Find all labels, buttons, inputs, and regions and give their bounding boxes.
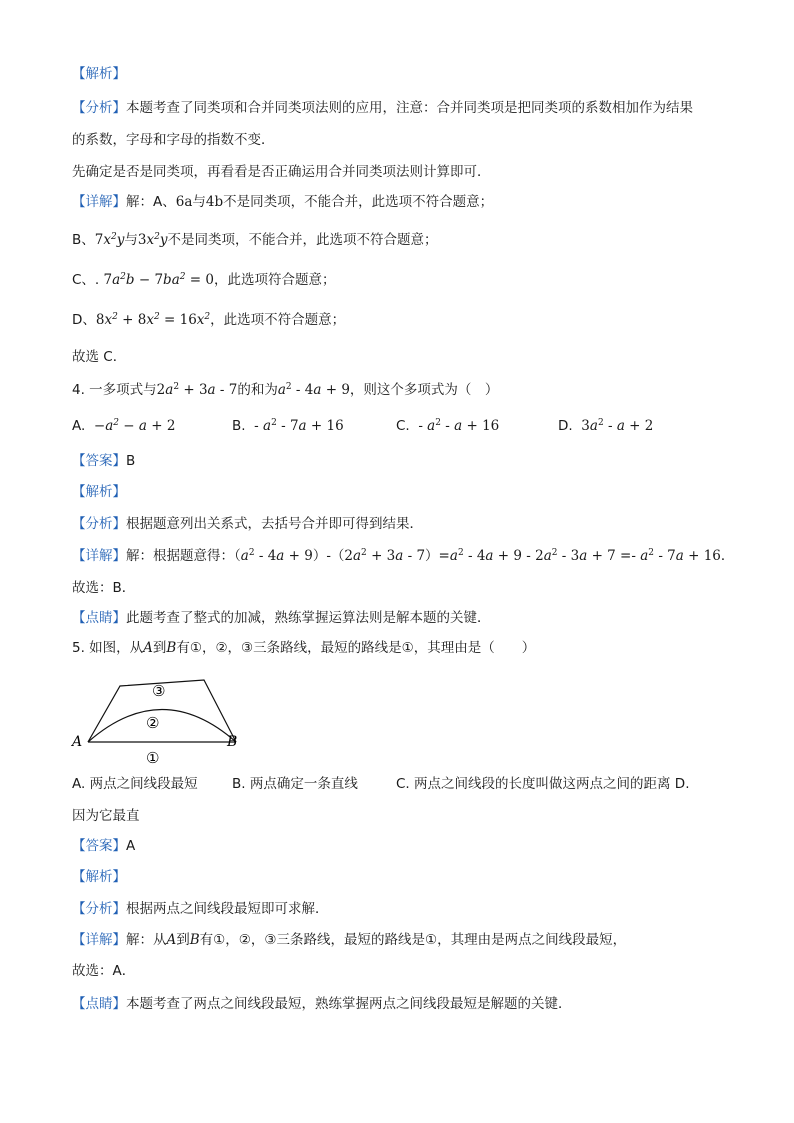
guxuan-text: 故选：B． [72,580,136,596]
analysis-heading [72,64,734,84]
q5-option-d-text: 因为它最直 [72,808,140,824]
route-2-path [88,710,236,743]
detail-option-d [72,310,734,330]
xiangjie-prefix: 解：根据题意得： [126,548,234,564]
answer-tag: 【答案】 [72,453,126,469]
route-3-label: ③ [152,682,166,700]
jiexi-tag: 【解析】 [72,66,126,82]
fenxi-tag: 【分析】 [72,516,126,532]
point-a: A [143,640,153,656]
dianjing-text: 此题考查了整式的加减，熟练掌握运算法则是解本题的关键． [126,610,491,626]
q4-stem-mid: 的和为 [237,382,278,398]
route-figure [66,672,246,772]
q4-option-c: C. - $a^2 - a + 16$ [396,418,500,434]
q5-option-d [72,806,734,826]
math-expression: $8x^2 + 8x^2 = 16x^2$ [95,312,211,328]
route-1-label: ① [146,749,160,767]
answer-value: B [126,453,136,469]
detail-c-prefix: C、. [72,272,100,288]
q4-xiangjie [72,546,734,566]
math-expression: $2a^2 + 3a - 7$ [156,382,238,398]
detail-b-prefix: B、 [72,232,95,248]
q4-stem-suffix: ，则这个多项式为（ ） [349,382,499,398]
detail-d-prefix: D、 [72,312,96,328]
detail-option-b [72,230,734,250]
detail-c-suffix: ，此选项符合题意； [213,272,336,288]
fenxi-text: 根据两点之间线段最短即可求解． [126,901,329,917]
fenxi-tag: 【分析】 [72,901,126,917]
q5-option-b: B. 两点确定一条直线 [232,776,358,792]
q4-conclusion [72,578,734,598]
choice-conclusion [72,347,734,367]
detail-d-suffix: ，此选项不符合题意； [210,312,346,328]
xiangjie-tag: 【详解】 [72,932,126,948]
q4-stem-prefix: 4. 一多项式与 [72,382,157,398]
analysis-paragraph [72,98,734,118]
detail-option-c [72,270,734,290]
q5-answer [72,836,734,856]
dianjing-tag: 【点睛】 [72,610,126,626]
q5-fenxi [72,899,734,919]
q5-dianjing [72,994,734,1014]
q5-xiangjie: 【详解】解：从A到B有①，②，③三条路线，最短的路线是①，其理由是两点之间线段最短， [72,932,627,948]
xiangjie-tag: 【详解】 [72,194,126,210]
q4-dianjing [72,608,734,628]
math-expression: $a^2 - 4a + 9$ [277,382,350,398]
detail-option-a [72,192,734,212]
figure-label-a: A [72,734,83,750]
math-expression: $7a^2b - 7ba^2 = 0$ [103,272,214,288]
math-term: 4b [205,194,224,210]
xiangjie-tag: 【详解】 [72,548,126,564]
answer-tag: 【答案】 [72,838,126,854]
figure-label-b: B [227,734,238,750]
math-expression: $3x^2y$ [137,232,168,248]
jiexi-tag: 【解析】 [72,869,126,885]
math-term: 6a [175,194,193,210]
math-expression: $7x^2y$ [94,232,125,248]
q5-option-c: C. 两点之间线段的长度叫做这两点之间的距离 D. [396,776,690,792]
q5-conclusion [72,961,734,981]
point-b: B [166,640,177,656]
q4-analysis-heading [72,482,734,502]
q4-fenxi [72,514,734,534]
guxuan-text: 故选：A． [72,963,136,979]
q5-option-a: A. 两点之间线段最短 [72,776,198,792]
detail-a-mid: 与 [192,194,206,210]
fenxi-method: 先确定是否是同类项，再看看是否正确运用合并同类项法则计算即可． [72,164,491,180]
fenxi-text: 本题考查了同类项和合并同类项法则的应用，注意：合并同类项是把同类项的系数相加作为结果 [126,100,693,116]
fenxi-text-cont: 的系数，字母和字母的指数不变． [72,132,275,148]
analysis-paragraph-cont [72,130,734,150]
detail-b-suffix: 不是同类项，不能合并，此选项不符合题意； [167,232,438,248]
analysis-method [72,162,734,182]
question-5-stem: 5. 如图，从A到B有①，②，③三条路线，最短的路线是①，其理由是（ ） [72,640,536,656]
dianjing-text: 本题考查了两点之间线段最短，熟练掌握两点之间线段最短是解题的关键． [126,996,572,1012]
detail-b-mid: 与 [124,232,138,248]
detail-a-prefix: 解：A、 [126,194,176,210]
q5-analysis-heading [72,867,734,887]
math-expression: $(a^2 - 4a + 9)-(2a^2 + 3a - 7)=a^2 - 4a + 9 - 2a^2 - 3a + 7 =- a^2 - 7a + 16$． [234,548,735,564]
guxuan-text: 故选 C． [72,349,127,365]
route-2-label: ② [146,714,160,732]
q4-answer [72,451,734,471]
fenxi-text: 根据题意列出关系式，去括号合并即可得到结果． [126,516,423,532]
jiexi-tag: 【解析】 [72,484,126,500]
fenxi-tag: 【分析】 [72,100,126,116]
answer-value: A [126,838,136,854]
q4-option-b: B. - $a^2 - 7a + 16$ [232,418,344,434]
dianjing-tag: 【点睛】 [72,996,126,1012]
detail-a-suffix: 不是同类项，不能合并，此选项不符合题意； [223,194,494,210]
q4-option-a: A. $-a^2 - a + 2$ [72,418,176,434]
q4-option-d: D. $3a^2 - a + 2$ [558,418,654,434]
question-4-stem [72,380,734,400]
